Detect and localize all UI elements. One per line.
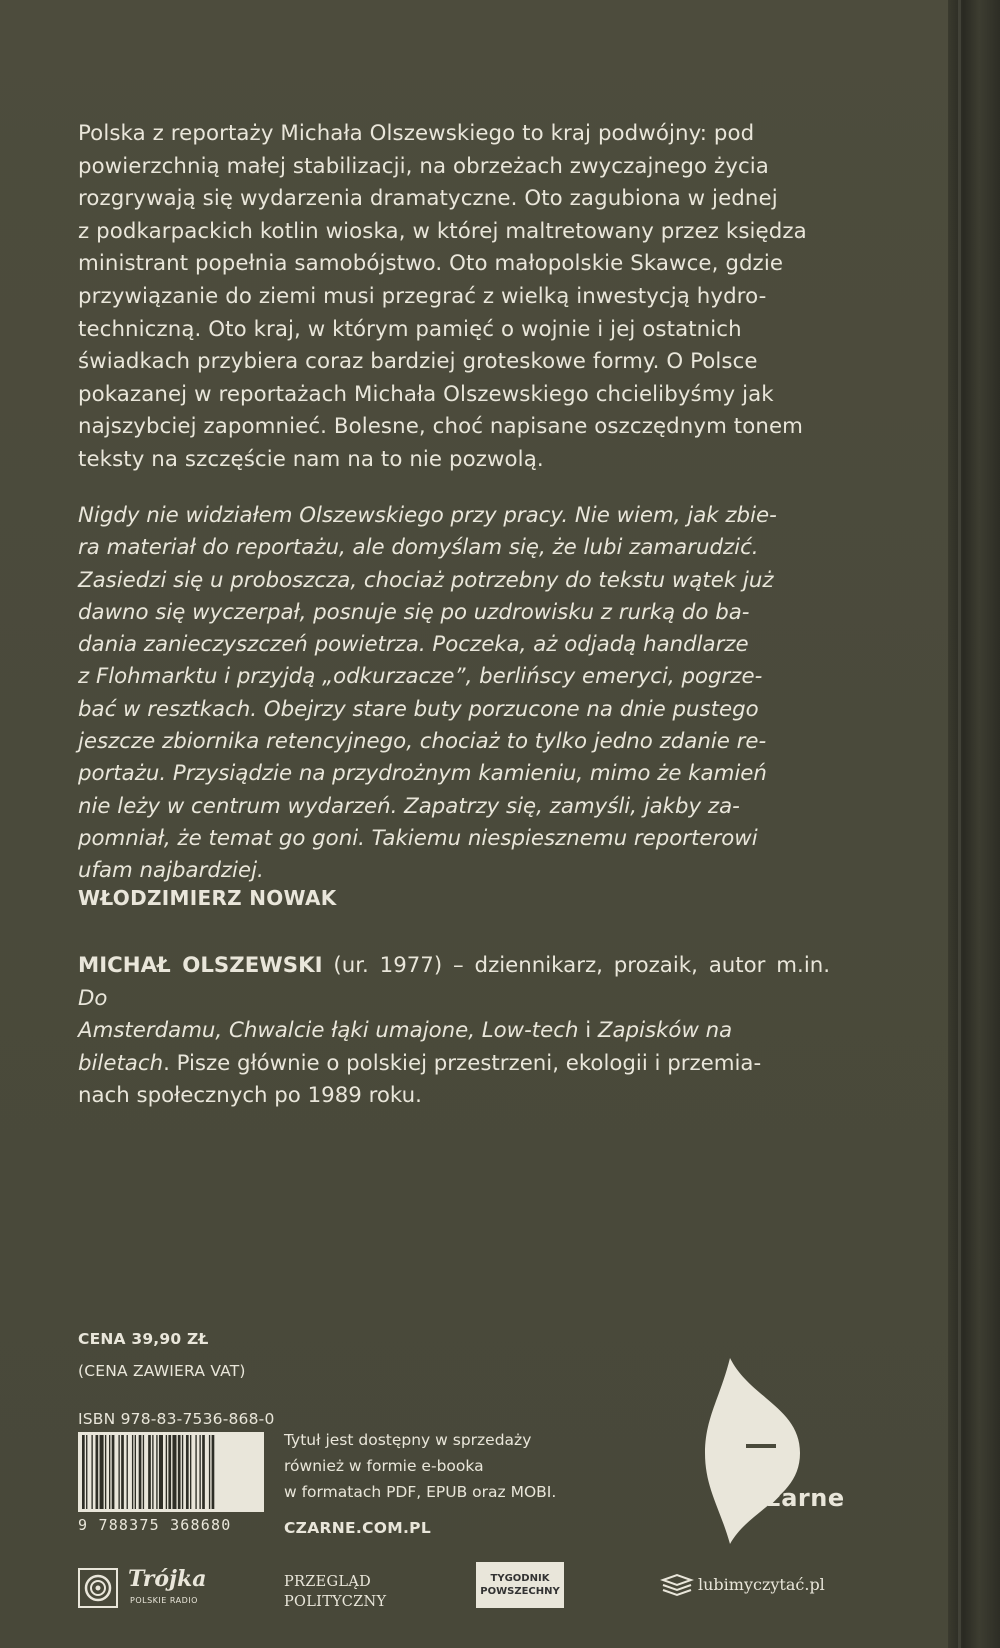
quote-author: WŁODZIMIERZ NOWAK	[78, 886, 337, 910]
czarne-face-logo	[700, 1358, 820, 1544]
blurb-line: przywiązanie do ziemi musi przegrać z wielką inwestycją hydro-	[78, 283, 767, 309]
bio-line: nach społecznych po 1989 roku.	[78, 1083, 422, 1109]
bio-line	[78, 1048, 830, 1081]
ebook-notice	[284, 1427, 614, 1505]
przeglad-line: POLITYCZNY	[284, 1594, 387, 1610]
quote-line: dawno się wyczerpał, posnuje się po uzdrowisku z rurką do ba-	[78, 599, 750, 625]
przeglad-polityczny-logo	[284, 1572, 386, 1612]
quote-line: Nigdy nie widziałem Olszewskiego przy pracy. Nie wiem, jak zbie-	[78, 503, 777, 528]
bio-text: (ur. 1977) – dziennikarz, prozaik, autor m.in.	[322, 953, 830, 978]
bio-line	[78, 950, 830, 1015]
quote-line: portażu. Przysiądzie na przydrożnym kamieniu, mimo że kamień	[78, 761, 767, 787]
lubimyczytac-wordmark: lubimyczytać.pl	[698, 1575, 825, 1594]
trojka-wordmark: Trójka	[128, 1566, 207, 1592]
barcode-bars	[78, 1432, 264, 1512]
vat-note: (CENA ZAWIERA VAT)	[78, 1362, 246, 1380]
book-stack-icon	[660, 1572, 694, 1600]
blurb-line: świadkach przybiera coraz bardziej groteskowe formy. O Polsce	[78, 349, 758, 375]
blurb-line: ministrant popełnia samobójstwo. Oto małopolskie Skawce, gdzie	[78, 251, 784, 277]
publisher-website: CZARNE.COM.PL	[284, 1519, 431, 1537]
ebook-line: w formatach PDF, EPUB oraz MOBI.	[284, 1483, 557, 1501]
bio-text: . Pisze głównie o polskiej przestrzeni, ekologii i przemia-	[163, 1050, 762, 1076]
blurb-line: powierzchnią małej stabilizacji, na obrzeżach zwyczajnego życia	[78, 153, 769, 179]
quote-line: z Flohmarktu i przyjdą „odkurzacze”, berlińscy emeryci, pogrze-	[78, 664, 763, 690]
quote-line: bać w resztkach. Obejrzy stare buty porzucone na dnie pustego	[78, 696, 759, 722]
trojka-logo	[78, 1568, 118, 1608]
blurb-line: rozgrywają się wydarzenia dramatyczne. Oto zagubiona w jednej	[78, 186, 778, 212]
author-bio	[78, 950, 830, 1113]
blurb-line: teksty na szczęście nam na to nie pozwolą.	[78, 446, 544, 472]
price-label: CENA 39,90 ZŁ	[78, 1330, 209, 1348]
review-quote	[78, 500, 830, 888]
blurb-line: techniczną. Oto kraj, w którym pamięć o wojnie i jej ostatnich	[78, 316, 742, 342]
quote-line: Zasiedzi się u proboszcza, chociaż potrzebny do tekstu wątek już	[78, 567, 774, 593]
ebook-line: Tytuł jest dostępny w sprzedaży	[284, 1431, 532, 1449]
tygodnik-powszechny-logo	[476, 1562, 564, 1608]
trojka-subtitle: POLSKIE RADIO	[130, 1596, 198, 1605]
blurb-line: pokazanej w reportażach Michała Olszewskiego chcielibyśmy jak	[78, 381, 774, 407]
bio-text: i	[578, 1018, 598, 1044]
ebook-line: również w formie e-booka	[284, 1457, 484, 1475]
przeglad-line: PRZEGLĄD	[284, 1574, 372, 1590]
quote-line: dania zanieczyszczeń powietrza. Poczeka, aż odjadą handlarze	[78, 632, 749, 658]
isbn-label: ISBN 978-83-7536-868-0	[78, 1410, 275, 1428]
blurb-paragraph	[78, 118, 830, 477]
quote-line: jeszcze zbiornika retencyjnego, chociaż to tylko jedno zdanie re-	[78, 729, 767, 755]
blurb-line: z podkarpackich kotlin wioska, w której maltretowany przez księdza	[78, 218, 807, 244]
blurb-line: najszybciej zapomnieć. Bolesne, choć napisane oszczędnym tonem	[78, 414, 804, 440]
quote-line: ufam najbardziej.	[78, 858, 264, 884]
tygodnik-line: POWSZECHNY	[480, 1586, 560, 1597]
book-titles: Amsterdamu, Chwalcie łąki umajone, Low-tech	[78, 1018, 579, 1044]
author-name: MICHAŁ OLSZEWSKI	[78, 953, 323, 978]
book-title: biletach	[78, 1050, 164, 1076]
quote-line: pomniał, że temat go goni. Takiemu niespiesznemu reporterowi	[78, 825, 758, 851]
quote-line: ra materiał do reportażu, ale domyślam się, że lubi zamarudzić.	[78, 535, 759, 561]
blurb-line: Polska z reportaży Michała Olszewskiego to kraj podwójny: pod	[78, 121, 755, 146]
partner-logos	[78, 1562, 838, 1626]
barcode-digits: 9 788375 368680	[78, 1516, 232, 1534]
book-title: Zapisków na	[597, 1018, 733, 1044]
quote-line: nie leży w centrum wydarzeń. Zapatrzy się, zamyśli, jakby za-	[78, 793, 740, 819]
bio-line	[78, 1015, 830, 1048]
barcode	[78, 1432, 264, 1512]
tygodnik-line: TYGODNIK	[490, 1573, 550, 1584]
publisher-wordmark: czarne	[752, 1484, 845, 1512]
book-spine-edge	[948, 0, 1000, 1648]
book-title: Do	[78, 985, 108, 1011]
